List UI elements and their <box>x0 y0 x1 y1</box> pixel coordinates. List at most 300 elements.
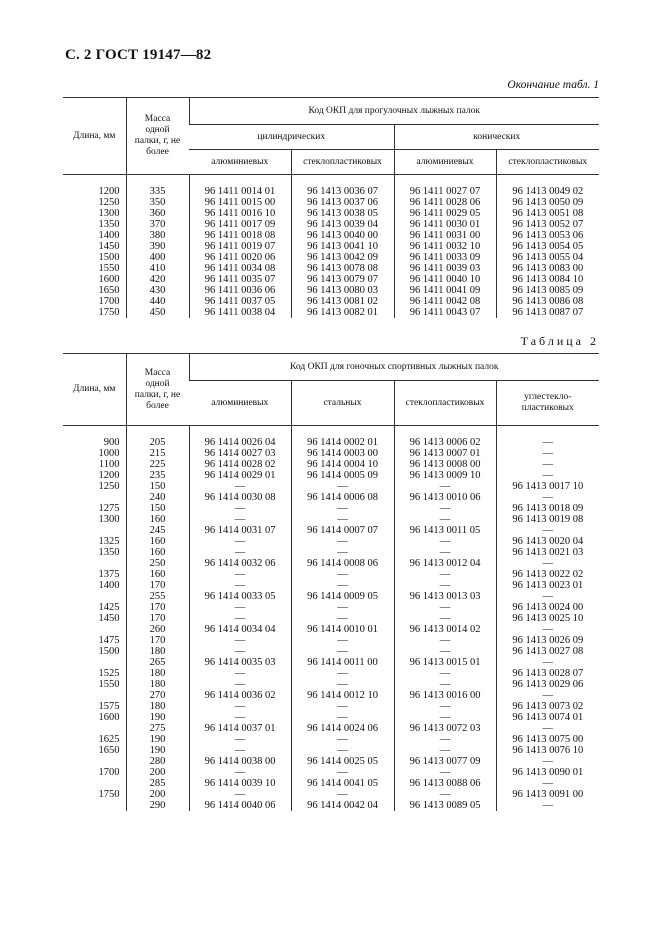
code-cell: 96 1413 0081 02 <box>291 296 394 307</box>
table-row <box>63 734 599 745</box>
col-code-group-header: Код ОКП для прогулочных лыжных палок <box>189 98 599 125</box>
code-cell: — <box>394 668 496 679</box>
table-row <box>63 613 599 624</box>
code-cell: 96 1411 0034 08 <box>189 263 291 274</box>
code-cell: 96 1414 0003 00 <box>291 448 394 459</box>
mass-cell: 180 <box>126 668 189 679</box>
table-row <box>63 503 599 514</box>
material-header: стеклопластиковых <box>291 150 394 175</box>
mass-cell: 170 <box>126 580 189 591</box>
code-cell: — <box>291 767 394 778</box>
mass-cell: 430 <box>126 285 189 296</box>
code-cell: 96 1413 0022 02 <box>496 569 599 580</box>
code-cell: — <box>189 668 291 679</box>
length-cell: 1250 <box>98 481 120 492</box>
mass-cell: 200 <box>126 767 189 778</box>
mass-cell: 205 <box>126 437 189 448</box>
code-cell: 96 1413 0052 07 <box>496 219 599 230</box>
table-row <box>63 241 599 252</box>
mass-cell: 180 <box>126 646 189 657</box>
code-cell: — <box>189 701 291 712</box>
length-cell: 1000 <box>98 448 120 459</box>
code-cell: — <box>394 514 496 525</box>
code-cell: — <box>291 547 394 558</box>
table-row <box>63 252 599 263</box>
code-cell: 96 1413 0029 06 <box>496 679 599 690</box>
table-row <box>63 690 599 701</box>
length-cell: 1100 <box>98 459 120 470</box>
code-cell: 96 1411 0035 07 <box>189 274 291 285</box>
code-cell: 96 1413 0054 05 <box>496 241 599 252</box>
code-cell: 96 1414 0006 08 <box>291 492 394 503</box>
length-cell <box>63 690 126 701</box>
code-cell: 96 1411 0019 07 <box>189 241 291 252</box>
mass-cell: 170 <box>126 635 189 646</box>
table-row <box>63 668 599 679</box>
mass-cell: 290 <box>126 800 189 811</box>
code-cell: — <box>189 569 291 580</box>
table-row <box>63 679 599 690</box>
table-row <box>63 558 599 569</box>
length-cell: 1275 <box>98 503 120 514</box>
mass-cell: 270 <box>126 690 189 701</box>
code-cell: — <box>291 613 394 624</box>
code-cell: 96 1411 0014 01 <box>189 186 291 197</box>
table-row <box>63 470 599 481</box>
length-cell <box>63 723 126 734</box>
code-cell: 96 1413 0006 02 <box>394 437 496 448</box>
length-cell <box>63 778 126 789</box>
code-cell: 96 1413 0051 08 <box>496 208 599 219</box>
mass-cell: 350 <box>126 197 189 208</box>
code-cell: 96 1413 0009 10 <box>394 470 496 481</box>
code-cell: — <box>394 602 496 613</box>
col-mass-header: Масса одной палки, г, не более <box>126 98 189 175</box>
code-cell: 96 1413 0082 01 <box>291 307 394 318</box>
code-cell: — <box>394 701 496 712</box>
code-cell: 96 1413 0013 03 <box>394 591 496 602</box>
code-cell: — <box>394 712 496 723</box>
code-cell: — <box>394 789 496 800</box>
code-cell: — <box>291 646 394 657</box>
code-cell: — <box>189 481 291 492</box>
code-cell: 96 1414 0007 07 <box>291 525 394 536</box>
code-cell: — <box>291 481 394 492</box>
code-cell: 96 1414 0030 08 <box>189 492 291 503</box>
mass-cell: 180 <box>126 679 189 690</box>
length-cell: 1650 <box>98 285 120 296</box>
code-cell: — <box>496 624 599 635</box>
length-cell: 1400 <box>98 230 120 241</box>
code-cell: 96 1411 0015 00 <box>189 197 291 208</box>
length-cell <box>63 624 126 635</box>
code-cell: 96 1413 0039 04 <box>291 219 394 230</box>
mass-cell: 190 <box>126 734 189 745</box>
code-cell: 96 1414 0005 09 <box>291 470 394 481</box>
code-cell: 96 1413 0084 10 <box>496 274 599 285</box>
code-cell: — <box>291 602 394 613</box>
code-cell: — <box>291 789 394 800</box>
code-cell: — <box>496 756 599 767</box>
mass-cell: 160 <box>126 569 189 580</box>
code-cell: 96 1413 0024 00 <box>496 602 599 613</box>
length-cell: 1525 <box>98 668 120 679</box>
table-row <box>63 448 599 459</box>
code-cell: — <box>291 668 394 679</box>
code-cell: — <box>291 536 394 547</box>
code-cell: 96 1413 0076 10 <box>496 745 599 756</box>
continuation-note: Окончание табл. 1 <box>507 79 599 91</box>
table-row <box>63 778 599 789</box>
mass-cell: 360 <box>126 208 189 219</box>
table-row <box>63 197 599 208</box>
length-cell: 1425 <box>98 602 120 613</box>
code-cell: — <box>291 580 394 591</box>
length-cell: 1600 <box>98 274 120 285</box>
mass-cell: 160 <box>126 514 189 525</box>
table-row <box>63 789 599 800</box>
code-cell: 96 1411 0031 00 <box>394 230 496 241</box>
length-cell <box>63 657 126 668</box>
code-cell: — <box>394 580 496 591</box>
table-row <box>63 274 599 285</box>
code-cell: — <box>291 503 394 514</box>
code-cell: 96 1413 0049 02 <box>496 186 599 197</box>
mass-cell: 450 <box>126 307 189 318</box>
mass-cell: 255 <box>126 591 189 602</box>
mass-cell: 280 <box>126 756 189 767</box>
mass-cell: 400 <box>126 252 189 263</box>
code-cell: 96 1414 0034 04 <box>189 624 291 635</box>
code-cell: — <box>189 635 291 646</box>
code-cell: 96 1414 0041 05 <box>291 778 394 789</box>
code-cell: 96 1411 0038 04 <box>189 307 291 318</box>
table-row <box>63 635 599 646</box>
table-1 <box>63 97 599 318</box>
code-cell: 96 1413 0042 09 <box>291 252 394 263</box>
code-cell: 96 1414 0033 05 <box>189 591 291 602</box>
code-cell: 96 1413 0091 00 <box>496 789 599 800</box>
code-cell: 96 1413 0075 00 <box>496 734 599 745</box>
mass-cell: 370 <box>126 219 189 230</box>
code-cell: 96 1413 0085 09 <box>496 285 599 296</box>
mass-cell: 160 <box>126 547 189 558</box>
table-row <box>63 569 599 580</box>
code-cell: — <box>291 679 394 690</box>
col-mass-header: Масса одной палки, г, не более <box>126 354 189 426</box>
code-cell: 96 1414 0037 01 <box>189 723 291 734</box>
length-cell <box>63 591 126 602</box>
code-cell: 96 1414 0039 10 <box>189 778 291 789</box>
code-cell: — <box>189 679 291 690</box>
code-cell: 96 1413 0072 03 <box>394 723 496 734</box>
table-row <box>63 547 599 558</box>
table-row <box>63 481 599 492</box>
code-cell: 96 1413 0087 07 <box>496 307 599 318</box>
length-cell <box>63 492 126 503</box>
code-cell: — <box>189 767 291 778</box>
code-cell: 96 1413 0073 02 <box>496 701 599 712</box>
code-cell: — <box>394 547 496 558</box>
material-header: стеклопластиковых <box>394 381 496 426</box>
code-cell: 96 1413 0036 07 <box>291 186 394 197</box>
table-row <box>63 591 599 602</box>
code-cell: 96 1413 0016 00 <box>394 690 496 701</box>
code-cell: 96 1413 0023 01 <box>496 580 599 591</box>
code-cell: 96 1413 0015 01 <box>394 657 496 668</box>
length-cell: 1650 <box>98 745 120 756</box>
code-cell: — <box>394 635 496 646</box>
table-row <box>63 263 599 274</box>
table-row <box>63 285 599 296</box>
code-cell: 96 1413 0018 09 <box>496 503 599 514</box>
code-cell: 96 1413 0080 03 <box>291 285 394 296</box>
mass-cell: 275 <box>126 723 189 734</box>
code-cell: — <box>496 591 599 602</box>
length-cell: 1350 <box>98 547 120 558</box>
code-cell: 96 1414 0038 00 <box>189 756 291 767</box>
mass-cell: 380 <box>126 230 189 241</box>
code-cell: — <box>496 448 599 459</box>
mass-cell: 240 <box>126 492 189 503</box>
code-cell: — <box>394 679 496 690</box>
mass-cell: 440 <box>126 296 189 307</box>
code-cell: 96 1414 0040 06 <box>189 800 291 811</box>
length-cell: 1550 <box>98 263 120 274</box>
code-cell: 96 1413 0019 08 <box>496 514 599 525</box>
code-cell: 96 1414 0009 05 <box>291 591 394 602</box>
page-header: С. 2 ГОСТ 19147—82 <box>65 47 212 63</box>
code-cell: 96 1413 0086 08 <box>496 296 599 307</box>
mass-cell: 150 <box>126 503 189 514</box>
length-cell: 1500 <box>98 646 120 657</box>
code-cell: 96 1413 0017 10 <box>496 481 599 492</box>
table-row <box>63 296 599 307</box>
table-row <box>63 602 599 613</box>
code-cell: — <box>291 734 394 745</box>
code-cell: 96 1413 0026 09 <box>496 635 599 646</box>
table-row <box>63 186 599 197</box>
length-cell: 1250 <box>98 197 120 208</box>
length-cell <box>63 558 126 569</box>
code-cell: 96 1414 0035 03 <box>189 657 291 668</box>
length-cell: 1200 <box>98 470 120 481</box>
code-cell: 96 1413 0053 06 <box>496 230 599 241</box>
code-cell: 96 1411 0030 01 <box>394 219 496 230</box>
code-cell: 96 1413 0010 06 <box>394 492 496 503</box>
mass-cell: 250 <box>126 558 189 569</box>
code-cell: 96 1411 0036 06 <box>189 285 291 296</box>
table-2-caption: Таблица 2 <box>520 334 599 348</box>
mass-cell: 200 <box>126 789 189 800</box>
table-row <box>63 536 599 547</box>
code-cell: 96 1411 0042 08 <box>394 296 496 307</box>
code-cell: 96 1411 0043 07 <box>394 307 496 318</box>
code-cell: — <box>291 701 394 712</box>
length-cell: 1200 <box>98 186 120 197</box>
code-cell: 96 1413 0008 00 <box>394 459 496 470</box>
table-row <box>63 723 599 734</box>
code-cell: 96 1414 0025 05 <box>291 756 394 767</box>
code-cell: 96 1411 0039 03 <box>394 263 496 274</box>
code-cell: 96 1413 0078 08 <box>291 263 394 274</box>
length-cell: 1500 <box>98 252 120 263</box>
table-row <box>63 580 599 591</box>
code-cell: 96 1414 0010 01 <box>291 624 394 635</box>
mass-cell: 225 <box>126 459 189 470</box>
mass-cell: 160 <box>126 536 189 547</box>
col-code-group-header: Код ОКП для гоночных спортивных лыжных палок <box>189 354 599 381</box>
table-row <box>63 701 599 712</box>
table-row <box>63 624 599 635</box>
mass-cell: 170 <box>126 602 189 613</box>
col-length-header: Длина, мм <box>73 130 116 141</box>
mass-cell: 410 <box>126 263 189 274</box>
code-cell: 96 1411 0040 10 <box>394 274 496 285</box>
material-header: алюминиевых <box>394 150 496 175</box>
code-cell: 96 1413 0074 01 <box>496 712 599 723</box>
code-cell: 96 1411 0027 07 <box>394 186 496 197</box>
length-cell: 1300 <box>98 208 120 219</box>
length-cell: 1450 <box>98 241 120 252</box>
code-cell: — <box>291 745 394 756</box>
code-cell: — <box>189 734 291 745</box>
code-cell: 96 1413 0038 05 <box>291 208 394 219</box>
length-cell: 1550 <box>98 679 120 690</box>
length-cell: 1375 <box>98 569 120 580</box>
length-cell: 1300 <box>98 514 120 525</box>
length-cell: 1600 <box>98 712 120 723</box>
mass-cell: 390 <box>126 241 189 252</box>
length-cell: 900 <box>103 437 120 448</box>
code-cell: — <box>496 800 599 811</box>
code-cell: 96 1414 0012 10 <box>291 690 394 701</box>
code-cell: 96 1413 0011 05 <box>394 525 496 536</box>
length-cell: 1625 <box>98 734 120 745</box>
code-cell: — <box>394 745 496 756</box>
length-cell: 1325 <box>98 536 120 547</box>
mass-cell: 150 <box>126 481 189 492</box>
mass-cell: 215 <box>126 448 189 459</box>
mass-cell: 420 <box>126 274 189 285</box>
table-row <box>63 712 599 723</box>
code-cell: — <box>189 789 291 800</box>
code-cell: 96 1413 0077 09 <box>394 756 496 767</box>
code-cell: — <box>189 547 291 558</box>
code-cell: 96 1413 0020 04 <box>496 536 599 547</box>
code-cell: 96 1413 0027 08 <box>496 646 599 657</box>
code-cell: — <box>189 646 291 657</box>
code-cell: 96 1411 0020 06 <box>189 252 291 263</box>
code-cell: — <box>189 745 291 756</box>
code-cell: 96 1411 0029 05 <box>394 208 496 219</box>
code-cell: — <box>496 459 599 470</box>
code-cell: — <box>496 470 599 481</box>
mass-cell: 235 <box>126 470 189 481</box>
code-cell: — <box>291 569 394 580</box>
code-cell: 96 1414 0002 01 <box>291 437 394 448</box>
code-cell: — <box>291 712 394 723</box>
table-row <box>63 525 599 536</box>
code-cell: 96 1413 0041 10 <box>291 241 394 252</box>
code-cell: 96 1411 0037 05 <box>189 296 291 307</box>
code-cell: 96 1414 0027 03 <box>189 448 291 459</box>
code-cell: 96 1414 0031 07 <box>189 525 291 536</box>
code-cell: — <box>189 514 291 525</box>
code-cell: — <box>496 723 599 734</box>
table-row <box>63 514 599 525</box>
code-cell: 96 1414 0011 00 <box>291 657 394 668</box>
code-cell: 96 1413 0055 04 <box>496 252 599 263</box>
mass-cell: 170 <box>126 613 189 624</box>
length-cell: 1575 <box>98 701 120 712</box>
material-header: стеклопластиковых <box>496 150 599 175</box>
length-cell: 1400 <box>98 580 120 591</box>
code-cell: 96 1414 0028 02 <box>189 459 291 470</box>
table-row <box>63 756 599 767</box>
code-cell: 96 1413 0040 00 <box>291 230 394 241</box>
length-cell <box>63 525 126 536</box>
code-cell: — <box>496 657 599 668</box>
mass-cell: 285 <box>126 778 189 789</box>
code-cell: 96 1413 0007 01 <box>394 448 496 459</box>
length-cell: 1475 <box>98 635 120 646</box>
table-row <box>63 230 599 241</box>
mass-cell: 180 <box>126 701 189 712</box>
mass-cell: 265 <box>126 657 189 668</box>
code-cell: 96 1413 0088 06 <box>394 778 496 789</box>
table-1-body <box>63 175 599 319</box>
code-cell: — <box>394 646 496 657</box>
code-cell: — <box>496 558 599 569</box>
code-cell: — <box>189 536 291 547</box>
code-cell: 96 1414 0029 01 <box>189 470 291 481</box>
code-cell: 96 1413 0083 00 <box>496 263 599 274</box>
code-cell: 96 1413 0037 06 <box>291 197 394 208</box>
mass-cell: 190 <box>126 712 189 723</box>
mass-cell: 245 <box>126 525 189 536</box>
table-row <box>63 307 599 318</box>
code-cell: 96 1411 0018 08 <box>189 230 291 241</box>
code-cell: 96 1413 0014 02 <box>394 624 496 635</box>
code-cell: — <box>394 569 496 580</box>
code-cell: 96 1411 0033 09 <box>394 252 496 263</box>
code-cell: — <box>189 503 291 514</box>
code-cell: 96 1414 0042 04 <box>291 800 394 811</box>
col-length-header: Длина, мм <box>73 384 116 394</box>
length-cell: 1750 <box>98 307 120 318</box>
code-cell: 96 1411 0041 09 <box>394 285 496 296</box>
code-cell: 96 1413 0090 01 <box>496 767 599 778</box>
code-cell: — <box>189 580 291 591</box>
table-2 <box>63 353 599 811</box>
code-cell: — <box>189 712 291 723</box>
material-header: алюминиевых <box>211 156 269 167</box>
code-cell: 96 1414 0024 06 <box>291 723 394 734</box>
length-cell <box>63 756 126 767</box>
code-cell: 96 1413 0089 05 <box>394 800 496 811</box>
length-cell: 1350 <box>98 219 120 230</box>
code-cell: 96 1411 0032 10 <box>394 241 496 252</box>
table-row <box>63 745 599 756</box>
code-cell: 96 1414 0036 02 <box>189 690 291 701</box>
mass-cell: 190 <box>126 745 189 756</box>
code-cell: 96 1414 0026 04 <box>189 437 291 448</box>
code-cell: 96 1414 0032 06 <box>189 558 291 569</box>
code-cell: 96 1414 0008 06 <box>291 558 394 569</box>
length-cell: 1750 <box>98 789 120 800</box>
code-cell: 96 1413 0079 07 <box>291 274 394 285</box>
